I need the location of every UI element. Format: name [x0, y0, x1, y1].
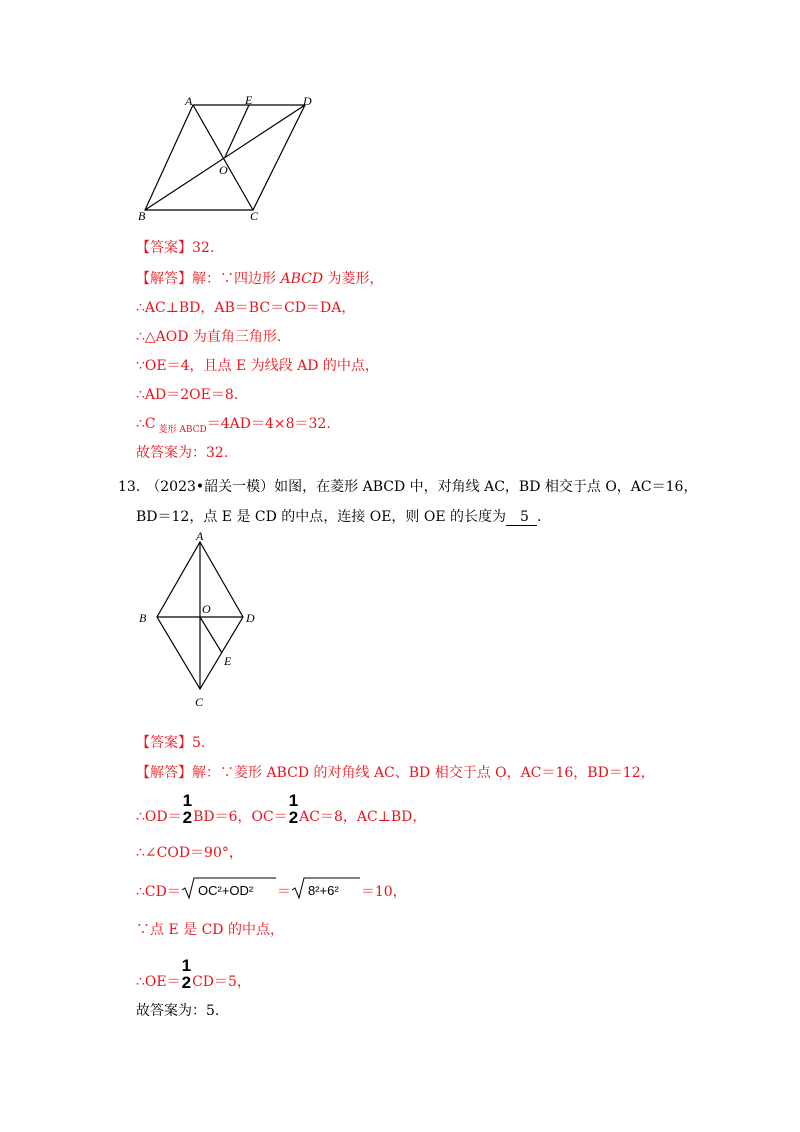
sqrt-expression-2	[291, 876, 361, 900]
solution-12-line2: ∴AC⊥BD，AB＝BC＝CD＝DA，	[136, 300, 356, 316]
label-o: O	[219, 163, 228, 177]
solution-13-line3: ∴∠COD＝90°，	[136, 845, 243, 861]
answer-13: 【答案】5.	[136, 735, 206, 751]
fraction-half: 1 2	[182, 791, 193, 827]
fraction-half: 1 2	[181, 956, 192, 992]
label-b-2: B	[139, 611, 147, 625]
sqrt-expression-1	[181, 876, 277, 900]
svg-text:8²+6²: 8²+6²	[307, 883, 339, 898]
answer-12: 【答案】32.	[136, 240, 215, 256]
label-a-2: A	[196, 529, 204, 543]
solution-13-line4: ∴CD＝ OC²+OD² ＝ 8²+6² ＝10，	[136, 880, 407, 904]
figure-1-rhombus	[135, 92, 325, 224]
label-d: D	[303, 94, 312, 108]
label-d-2: D	[246, 611, 255, 625]
solution-13-line6: ∴OE＝ 1 2 CD＝5，	[136, 956, 251, 992]
label-o-2: O	[202, 602, 211, 616]
solution-13-line1: 【解答】解：∵菱形 ABCD 的对角线 AC、BD 相交于点 O，AC＝16，BD＝12，	[136, 765, 655, 781]
solution-12-line3: ∴△AOD 为直角三角形.	[136, 329, 282, 345]
solution-13-line5: ∵点 E 是 CD 的中点，	[136, 922, 284, 938]
fraction-half: 1 2	[288, 791, 299, 827]
question-13-line1: 13. （2023•韶关一模）如图，在菱形 ABCD 中，对角线 AC，BD 相交于点 O，AC＝16，	[118, 479, 698, 495]
label-a: A	[185, 94, 193, 108]
label-c: C	[250, 209, 259, 223]
solution-13-line2: ∴OD＝ 1 2 BD＝6，OC＝ 1 2 AC＝8，AC⊥BD，	[136, 791, 427, 827]
final-answer-12: 故答案为：32.	[136, 445, 229, 461]
label-e-2: E	[224, 654, 232, 668]
solution-12-line4: ∵OE＝4，且点 E 为线段 AD 的中点，	[136, 358, 379, 374]
solution-12-line5: ∴AD＝2OE＝8.	[136, 387, 239, 403]
question-13-line2: BD＝12，点 E 是 CD 的中点，连接 OE，则 OE 的长度为 5 .	[136, 509, 542, 525]
label-b: B	[138, 209, 146, 223]
label-e: E	[245, 93, 253, 107]
svg-text:OC²+OD²: OC²+OD²	[197, 883, 254, 898]
figure-2-rhombus	[135, 525, 275, 715]
solution-12-line1: 【解答】解：∵四边形 ABCD 为菱形，	[136, 271, 384, 287]
label-c-2: C	[195, 695, 204, 709]
final-answer-13: 故答案为：5.	[136, 1003, 220, 1019]
answer-blank: 5	[506, 509, 537, 526]
solution-12-line6: ∴C $_{菱形 ABCD}$＝4AD＝4×8＝32.	[136, 416, 331, 435]
